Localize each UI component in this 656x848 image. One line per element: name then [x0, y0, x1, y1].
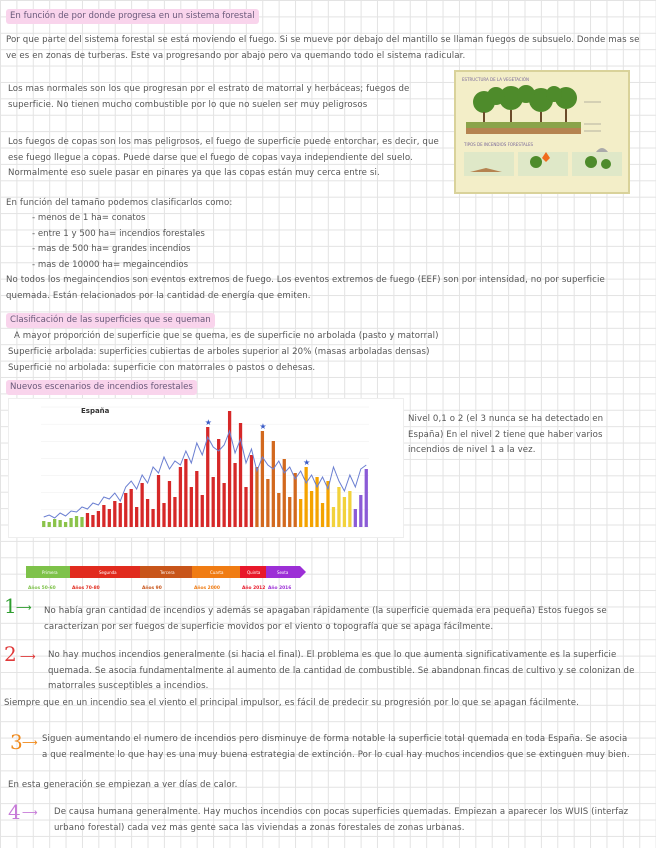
paragraph-non-wooded-surface: Superficie no arbolada: superficie con matorrales o pastos o dehesas. — [8, 363, 316, 373]
fire-types-subtitle: TIPOS DE INCENDIOS FORESTALES — [464, 142, 534, 147]
timeline-segment-label: Tercera — [160, 570, 175, 575]
size-classification-list — [32, 211, 205, 273]
chart-bar — [233, 463, 236, 527]
chart-bar — [48, 522, 51, 527]
timeline-svg — [26, 564, 346, 592]
chart-bar — [184, 459, 187, 527]
chart-bar — [348, 491, 351, 527]
shrub-layer — [466, 122, 581, 128]
paragraph-crown-fire: Los fuegos de copas son los mas peligrosos, el fuego de superficie puede entorchar, es decir, que ese fuego llegue a copas. Puede darse que el fuego de copas vaya independiente del suelo. Normalmente eso suele pasar en pinares ya que las copas están muy cerca entre si. — [8, 137, 439, 178]
timeline-segment-label: Quinta — [247, 570, 261, 575]
item-1-text: No había gran cantidad de incendios y además se apagaban rápidamente (la superficie quemada era pequeña) Estos fuegos se caracterizan por ser fuegos de superficie movidos por el viento o topografía que se apaga fácilmente. — [44, 606, 607, 632]
chart-bar — [97, 511, 100, 527]
paragraph-extreme-events: No todos los megaincendios son eventos extremos de fuego. Los eventos extremos de fuego (EEF) son por intensidad, no por superficie quemada. Están relacionados por la cantidad de energía que emiten. — [6, 275, 605, 301]
chart-bar — [321, 503, 324, 527]
item-4-number: 4 — [8, 800, 21, 824]
heading-surfaces: Clasificación de las superficies que se queman — [6, 313, 215, 328]
chart-bar — [179, 467, 182, 527]
chart-bar — [69, 518, 72, 527]
chart-bar — [42, 521, 45, 527]
chart-bar — [53, 519, 56, 527]
chart-bar — [75, 516, 78, 527]
chart-bar — [135, 507, 138, 527]
chart-bar — [365, 469, 368, 527]
fires-chart-svg — [9, 399, 403, 537]
chart-bar — [272, 441, 275, 527]
heading-progression: En función de por donde progresa en un sistema forestal — [6, 9, 259, 24]
chart-bar — [359, 495, 362, 527]
timeline-period-label: Años 70-80 — [72, 586, 100, 591]
chart-bar — [80, 517, 83, 527]
chart-bar — [108, 509, 111, 527]
chart-bar — [124, 493, 127, 527]
chart-bar — [288, 497, 291, 527]
item-1-number: 1 — [4, 594, 17, 618]
chart-note: Nivel 0,1 o 2 (el 3 nunca se ha detectado en España) En el nivel 2 tiene que haber varios incendios de nivel 1 a la vez. — [408, 414, 604, 455]
chart-bar — [130, 489, 133, 527]
chart-bar — [140, 483, 143, 527]
chart-bar — [354, 509, 357, 527]
chart-bar — [168, 481, 171, 527]
timeline-segment-label: Cuarta — [210, 570, 224, 575]
size-list-item: - entre 1 y 500 ha= incendios forestales — [32, 227, 205, 243]
size-list-item: - mas de 500 ha= grandes incendios — [32, 242, 205, 258]
timeline-segment-label: Segunda — [99, 570, 117, 575]
chart-bar — [304, 467, 307, 527]
chart-star-icon: ★ — [259, 422, 267, 431]
paragraph-size-intro: En función del tamaño podemos clasificarlos como: — [6, 198, 233, 208]
chart-bar — [294, 473, 297, 527]
chart-bar — [343, 497, 346, 527]
item-3-note: En esta generación se empiezan a ver días de calor. — [8, 780, 238, 790]
vegetation-figure-title: ESTRUCTURA DE LA VEGETACIÓN — [462, 77, 530, 82]
timeline-period-label: Años 90 — [142, 586, 162, 591]
chart-bar — [217, 439, 220, 527]
chart-bar — [173, 497, 176, 527]
chart-bar — [58, 520, 61, 527]
item-3-number: 3 — [10, 730, 23, 754]
arrow-icon: ⟶ — [22, 736, 38, 749]
vegetation-figure — [454, 70, 630, 194]
chart-bar — [64, 522, 67, 527]
timeline-period-label: Año 2012 — [242, 586, 266, 591]
chart-bar — [195, 471, 198, 527]
arrow-icon: ⟶ — [22, 806, 38, 819]
chart-bar — [228, 411, 231, 527]
fire-types-panels — [464, 148, 622, 176]
chart-bar — [212, 477, 215, 527]
tree-group — [473, 85, 577, 113]
fires-chart — [8, 398, 404, 538]
item-2-text: No hay muchos incendios generalmente (si hacia el final). El problema es que lo que aumenta significativamente es la superficie quemada. Se asocia fundamentalmente al aumento de la cantidad de combustible. Se abandonan fincas de cultivo y se colonizan de matorrales susceptibles a incendios. — [48, 650, 635, 691]
chart-star-icon: ★ — [204, 418, 212, 427]
chart-bar — [310, 491, 313, 527]
paragraph-wooded-surface: Superficie arbolada: superficies cubiertas de arboles superior al 20% (masas arboladas densas) — [8, 347, 430, 357]
size-list-item: - mas de 10000 ha= megaincendios — [32, 258, 205, 274]
item-3-text: Siguen aumentando el numero de incendios pero disminuye de forma notable la superficie total quemada en toda España. Se asocia a que realmente lo que hay es una muy buena estrategia de extinción. Por lo cual hay muchos incendios que se extinguen muy bien. — [42, 734, 630, 760]
chart-bar — [102, 505, 105, 527]
paragraph-non-wooded-share: A mayor proporción de superficie que se quema, es de superficie no arbolada (pasto y matorral) — [14, 331, 439, 341]
chart-bar — [266, 479, 269, 527]
item-2-note: Siempre que en un incendio sea el viento el principal impulsor, es fácil de predecir su progresión por lo que se apagan fácilmente. — [4, 698, 579, 708]
chart-bar — [283, 459, 286, 527]
chart-title: España — [81, 407, 110, 415]
chart-bar — [332, 507, 335, 527]
chart-star-icon: ★ — [303, 458, 311, 467]
timeline-segment-label: Primera — [42, 570, 58, 575]
heading-new-scenarios: Nuevos escenarios de incendios forestales — [6, 380, 197, 395]
arrow-icon: ⟶ — [16, 601, 32, 614]
chart-bar — [201, 495, 204, 527]
chart-bar — [244, 487, 247, 527]
chart-bar — [277, 493, 280, 527]
timeline-segment-label: Sexta — [277, 570, 289, 575]
chart-bar — [250, 455, 253, 527]
size-list-item: - menos de 1 ha= conatos — [32, 211, 205, 227]
chart-bar — [162, 503, 165, 527]
chart-bar — [190, 487, 193, 527]
chart-bar — [261, 431, 264, 527]
chart-bar — [299, 499, 302, 527]
paragraph-surface-fire: Los mas normales son los que progresan por el estrato de matorral y herbáceas; fuegos de superficie. No tienen mucho combustible por lo que no suelen ser muy peligrosos — [8, 84, 410, 110]
chart-bar — [222, 483, 225, 527]
soil-layer — [466, 128, 581, 134]
vegetation-illustration — [456, 72, 628, 192]
arrow-icon: ⟶ — [20, 650, 36, 663]
generations-timeline — [26, 564, 346, 592]
chart-bar — [91, 515, 94, 527]
chart-bar — [113, 501, 116, 527]
chart-bar — [86, 513, 89, 527]
chart-bar — [151, 509, 154, 527]
item-2-number: 2 — [4, 642, 17, 666]
timeline-period-label: Año 2016 — [268, 586, 292, 591]
chart-bar — [337, 487, 340, 527]
item-4-text: De causa humana generalmente. Hay muchos incendios con pocas superficies quemadas. Empiezan a aparecer los WUIS (interfaz urbano forestal) cada vez mas gente saca las viviendas a zonas forestales de zonas urbanas. — [54, 807, 629, 833]
paragraph-subsoil-fire: Por que parte del sistema forestal se está moviendo el fuego. Si se mueve por debajo del mantillo se llaman fuegos de subsuelo. Donde mas se ve es en zonas de turberas. Este va progresando por abajo pero va quemando todo el sistema radicular. — [6, 35, 640, 61]
chart-bar — [157, 475, 160, 527]
chart-bar — [255, 467, 258, 527]
timeline-period-label: Años 50-60 — [28, 586, 56, 591]
timeline-period-label: Años 2000 — [194, 586, 220, 591]
chart-bar — [146, 499, 149, 527]
chart-bar — [119, 503, 122, 527]
